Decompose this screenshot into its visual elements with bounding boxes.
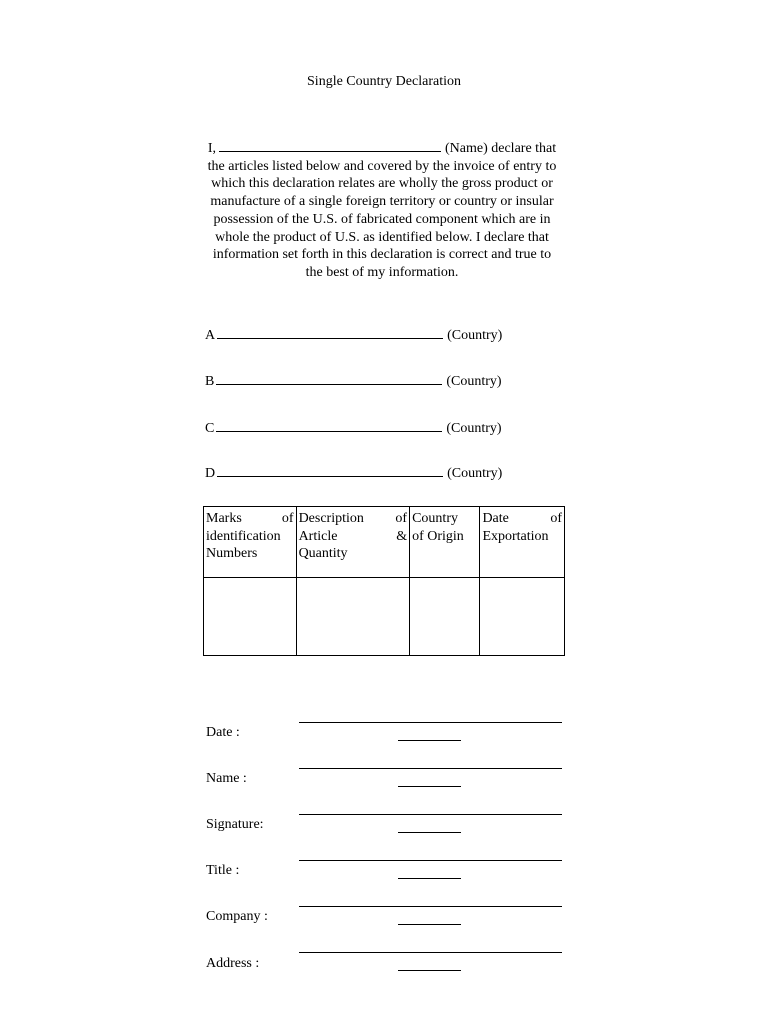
table-cell-date[interactable] <box>480 578 565 656</box>
table-row <box>204 578 565 656</box>
title-long-line[interactable] <box>299 860 562 861</box>
intro-prefix: I, <box>207 141 216 156</box>
title-label: Title : <box>206 863 240 878</box>
table-header-row <box>204 507 565 578</box>
signature-long-line[interactable] <box>299 814 562 815</box>
country-suffix: (Country) <box>447 328 503 343</box>
intro-suffix: (Name) declare <box>445 141 532 156</box>
country-suffix: (Country) <box>446 421 502 436</box>
document-title: Single Country Declaration <box>307 74 461 89</box>
address-long-line[interactable] <box>299 952 562 953</box>
goods-table <box>203 506 565 656</box>
country-line-c <box>205 419 502 437</box>
declaration-paragraph <box>204 139 560 282</box>
name-long-line[interactable] <box>299 768 562 769</box>
country-letter: D <box>205 466 216 481</box>
signature-label: Signature: <box>206 817 264 832</box>
table-cell-marks[interactable] <box>204 578 297 656</box>
name-short-line <box>398 786 461 787</box>
name-blank-line[interactable] <box>219 139 441 152</box>
title-short-line <box>398 878 461 879</box>
header-description: Description of Article & Quantity <box>296 507 410 578</box>
country-line-b <box>205 372 502 390</box>
country-letter: C <box>205 421 215 436</box>
country-line-a <box>205 326 502 344</box>
header-date-exportation: Date of Exportation <box>480 507 565 578</box>
country-suffix: (Country) <box>447 466 503 481</box>
header-country-origin: Country of Origin <box>410 507 480 578</box>
signature-short-line <box>398 832 461 833</box>
intro-body: that the articles listed below and covered by the invoice of entry to which this declaration relates are wholly the gross product or manufacture of a single foreign territory or country or insular possession of the U.S. of fabricated component which are in whole the product of U.S. as identified below. I declare that information set forth in this declaration is correct and true to the best of my information. <box>207 141 557 280</box>
country-letter: B <box>205 374 215 389</box>
country-letter: A <box>205 328 216 343</box>
country-blank-line[interactable] <box>216 372 442 385</box>
company-long-line[interactable] <box>299 906 562 907</box>
address-short-line <box>398 970 461 971</box>
table-cell-country[interactable] <box>410 578 480 656</box>
name-label: Name : <box>206 771 247 786</box>
company-short-line <box>398 924 461 925</box>
company-label: Company : <box>206 909 268 924</box>
address-label: Address : <box>206 956 260 971</box>
country-line-d <box>205 464 502 482</box>
date-long-line[interactable] <box>299 722 562 723</box>
date-short-line <box>398 740 461 741</box>
country-suffix: (Country) <box>446 374 502 389</box>
table-cell-description[interactable] <box>296 578 410 656</box>
header-marks: Marks of identification Numbers <box>204 507 297 578</box>
date-label: Date : <box>206 725 240 740</box>
country-blank-line[interactable] <box>217 464 443 477</box>
country-blank-line[interactable] <box>217 326 443 339</box>
country-blank-line[interactable] <box>216 419 442 432</box>
